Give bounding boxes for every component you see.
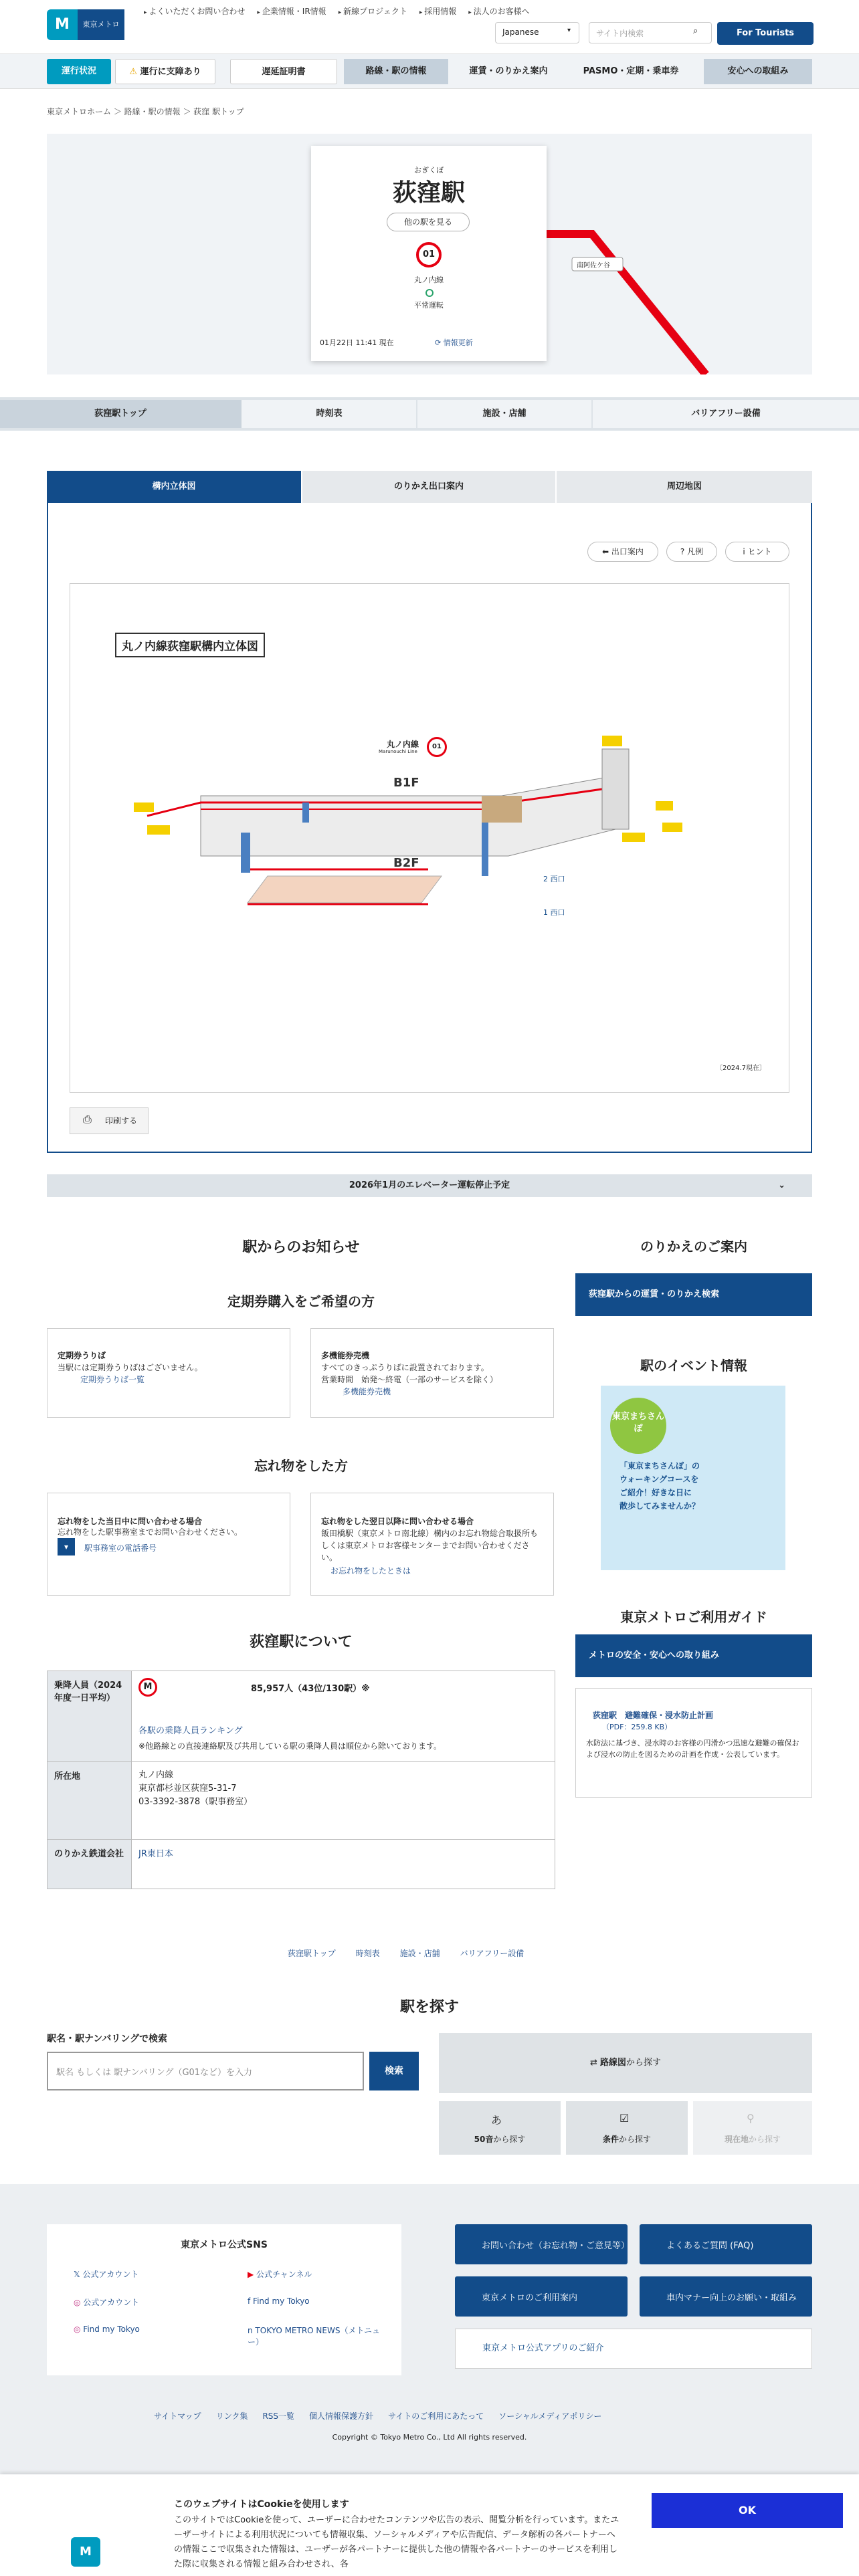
condition-search-button[interactable] (566, 2101, 688, 2155)
floor-b2: B2F (393, 856, 419, 870)
exit-guide-label: 出口案内 (611, 547, 644, 556)
table-row (47, 1762, 555, 1840)
footer-link[interactable]: サイトのご利用にあたって (388, 2411, 484, 2421)
elevator-label: 2026年1月のエレベーター運転停止予定 (349, 1180, 510, 1190)
search-icon[interactable]: ⌕ (693, 26, 698, 36)
about-row-1-body (132, 1671, 555, 1762)
chevron-down-icon: ⌄ (778, 1180, 785, 1190)
line-name[interactable]: 丸ノ内線 (414, 276, 444, 284)
tab-3d-map[interactable]: 構内立体図 (47, 471, 301, 503)
about-row-3-head: のりかえ鉄道会社 (47, 1840, 132, 1889)
banner-text (619, 1459, 700, 1513)
station-search-button[interactable]: 検索 (369, 2052, 419, 2090)
ridership-ranking-link[interactable]: 各駅の乗降人員ランキング (138, 1726, 243, 1736)
print-button[interactable] (70, 1107, 149, 1134)
lost-card-2-title: 忘れ物をした翌日以降に問い合わせる場合 (321, 1517, 474, 1526)
sns-youtube[interactable] (248, 2268, 312, 2280)
hint-label: ヒント (747, 547, 772, 556)
breadcrumb[interactable]: 東京メトロホーム ＞ 路線・駅の情報 ＞ 荻窪 駅トップ (47, 107, 244, 116)
footer-link[interactable]: RSS一覧 (262, 2411, 295, 2421)
footer-link[interactable]: リンク集 (215, 2411, 248, 2421)
lost-card-1 (47, 1493, 290, 1596)
operation-status: 平常運転 (414, 301, 444, 310)
top-links (144, 5, 530, 17)
teiki-card-1 (47, 1328, 290, 1418)
footer-guide-button[interactable]: 東京メトロのご利用案内 (455, 2276, 628, 2317)
instagram-icon: ◎ (74, 2325, 84, 2334)
teiki-card-1-link[interactable]: 定期券うりば一覧 (80, 1375, 145, 1384)
nav-safety[interactable]: 安心への取組み (704, 59, 812, 84)
route-map-button[interactable] (439, 2033, 812, 2093)
about-table (47, 1671, 555, 1889)
metro-logo-icon[interactable]: M (47, 9, 78, 40)
station-search-input[interactable]: 駅名 もしくは 駅ナンバリング（G01など）を入力 (47, 2052, 364, 2090)
cookie-ok-button[interactable]: OK (652, 2493, 843, 2528)
top-link[interactable]: ▸ 法人のお客様へ (468, 5, 529, 17)
notice-title: 駅からのお知らせ (242, 1239, 360, 1256)
lost-card-2-body: 飯田橋駅（東京メトロ南北線）構内のお忘れ物総合取扱所もしくは東京メトロお客様センターまでお問い合わせください。 (321, 1529, 539, 1562)
sns-label: Find my Tokyo (83, 2325, 140, 2334)
footer-link[interactable]: ソーシャルメディアポリシー (498, 2411, 602, 2421)
sns-instagram[interactable] (74, 2296, 139, 2308)
find-title: 駅を探す (399, 1999, 459, 2016)
footer-app-button[interactable]: 東京メトロ公式アプリのご紹介 (455, 2329, 812, 2369)
footer-contact-button[interactable]: お問い合わせ（お忘れ物・ご意見等） (455, 2224, 628, 2264)
chevron-down-icon[interactable]: ▾ (58, 1538, 75, 1555)
sns-label: TOKYO METRO NEWS（メトニュー） (248, 2326, 380, 2347)
hint-button[interactable] (725, 542, 789, 562)
lost-card-1-body: 忘れ物をした駅事務室までお問い合わせください。 (58, 1527, 243, 1537)
nav-disruption[interactable] (115, 59, 215, 84)
banner-line: 散歩してみませんか？ (619, 1501, 700, 1511)
legend-button[interactable] (666, 542, 717, 562)
find-label: 駅名・駅ナンバリングで検索 (47, 2034, 168, 2044)
footer-faq-button[interactable]: よくあるご質問 (FAQ) (640, 2224, 812, 2264)
footer-link[interactable]: 個人情報保護方針 (309, 2411, 374, 2421)
sound-suffix: から探す (493, 2135, 526, 2144)
map-exit-2[interactable]: 2 西口 (543, 875, 565, 883)
elevator-accordion[interactable] (47, 1174, 812, 1197)
info-icon: i (743, 547, 748, 556)
lost-card-1-title: 忘れ物をした当日中に問い合わせる場合 (58, 1517, 203, 1526)
map-date: 〔2024.7現在〕 (716, 1065, 766, 1072)
sns-facebook[interactable] (248, 2296, 310, 2306)
teiki-card-2-title: 多機能券売機 (321, 1351, 370, 1360)
sound-search-button[interactable] (439, 2101, 561, 2155)
bottom-link[interactable]: バリアフリー設備 (460, 1949, 524, 1958)
check-icon: ☑ (619, 2112, 630, 2125)
map-exit-1[interactable]: 1 西口 (543, 908, 565, 917)
here-suffix: から探す (749, 2135, 781, 2144)
status-time: 01月22日 11:41 現在 (320, 338, 394, 347)
top-link[interactable]: ▸ よくいただくお問い合わせ (144, 5, 245, 17)
map-line-label-en: Marunouchi Line (379, 749, 417, 754)
bottom-link[interactable]: 荻窪駅トップ (288, 1949, 336, 1958)
cookie-title: このウェブサイトはCookieを使用します (174, 2499, 349, 2510)
address-line: 丸ノ内線 (138, 1770, 174, 1780)
top-link[interactable]: ▸ 採用情報 (419, 5, 456, 17)
nav-lines-stations[interactable]: 路線・駅の情報 (344, 59, 448, 84)
tab-exit-guide[interactable]: のりかえ出口案内 (302, 471, 555, 503)
station-name: 荻窪駅 (392, 179, 465, 207)
tab-facilities[interactable]: 施設・店舗 (417, 400, 591, 428)
plan-pdf-size: （PDF：259.8 KB） (602, 1723, 672, 1731)
site-search-input[interactable]: サイト内検索 (589, 22, 712, 43)
question-icon: ? (680, 547, 688, 556)
map-title: 丸ノ内線荻窪駅構内立体図 (115, 633, 265, 657)
sns-label: Find my Tokyo (253, 2296, 310, 2306)
bottom-links (288, 1947, 524, 1959)
address: 東京都杉並区荻窪5-31-7 (138, 1784, 237, 1794)
exit-guide-button[interactable] (587, 542, 658, 562)
copyright: Copyright © Tokyo Metro Co., Ltd All rights reserved. (332, 2433, 527, 2442)
route-suffix: から探す (626, 2058, 662, 2068)
transfer-search-button[interactable]: 荻窪駅からの運賃・のりかえ検索 (575, 1273, 812, 1316)
tab-timetable[interactable]: 時刻表 (242, 400, 416, 428)
teiki-title: 定期券購入をご希望の方 (227, 1293, 375, 1309)
bottom-link[interactable]: 時刻表 (355, 1949, 380, 1958)
safety-button[interactable]: メトロの安全・安心への取り組み (575, 1634, 812, 1677)
facebook-icon: f (248, 2296, 254, 2306)
news-icon: n (248, 2326, 256, 2335)
banner-line: ウォーキングコースを (619, 1475, 699, 1484)
nav-disruption-label: 運行に支障あり (140, 67, 201, 77)
tab-barrier-free[interactable]: バリアフリー設備 (593, 400, 859, 428)
print-label: 印刷する (105, 1116, 138, 1125)
sns-label: 公式チャンネル (256, 2270, 312, 2279)
instagram-icon: ◎ (74, 2298, 84, 2307)
language-select[interactable]: Japanese (495, 22, 579, 43)
about-row-3-body (132, 1840, 555, 1889)
marunouchi-line-icon: M (138, 1678, 157, 1697)
cookie-body: このサイトではCookieを使って、ユーザーに合わせたコンテンツや広告の表示、閲覧分析を行っています。またユーザーサイトによる利用状況についても情報収集、ソーシャルメディアや広告配信、データ解析の各パートナーへの情報ここで収集された情報は、ユーザーが各パートナーに提供した他の情報や各パートナーのサービスを利用した際に収集される情報と組み合わせされ、各 (174, 2515, 619, 2569)
location-pin-icon: ⚲ (747, 2112, 755, 2125)
exit-icon: ⬅ (602, 547, 611, 556)
footer-link[interactable]: サイトマップ (154, 2411, 201, 2421)
legend-label: 凡例 (687, 547, 704, 556)
sns-title: 東京メトロ公式SNS (181, 2240, 268, 2250)
kana-icon: あ (491, 2114, 502, 2127)
table-row (47, 1840, 555, 1889)
transfer-company-link[interactable]: JR東日本 (138, 1849, 173, 1859)
map-station-code-icon: 01 (427, 737, 447, 757)
sns-metro-news[interactable] (248, 2325, 381, 2347)
teiki-card-1-body: 当駅には定期券うりばはございません。 (58, 1363, 203, 1372)
sns-x[interactable] (74, 2268, 138, 2280)
nav-operation-status[interactable]: 運行状況 (47, 59, 111, 84)
metro-logo-icon: M (71, 2537, 100, 2567)
ridership-value: 85,957人（43位/130駅）※ (251, 1683, 370, 1694)
refresh-icon: ⟳ (435, 338, 444, 347)
banner-line: 「東京まちさんぽ」の (619, 1461, 700, 1471)
map-station-label[interactable]: 南阿佐ケ谷 (577, 262, 610, 270)
floor-b1: B1F (393, 776, 419, 790)
sns-label: 公式アカウント (83, 2298, 140, 2307)
lost-card-1-link[interactable]: 駅事務室の電話番号 (84, 1543, 157, 1553)
teiki-card-1-title: 定期券うりば (58, 1351, 106, 1360)
chevron-down-icon: ▾ (567, 27, 571, 34)
nav-fares[interactable]: 運賃・のりかえ案内 (469, 66, 548, 76)
bottom-link[interactable]: 施設・店舗 (399, 1949, 440, 1958)
sns-instagram-2[interactable] (74, 2325, 140, 2334)
banner-line: ご紹介！好きな日に (619, 1488, 692, 1497)
guide-title: 東京メトロご利用ガイド (620, 1609, 767, 1625)
sound-label: 50音 (474, 2135, 494, 2144)
route-icon: ⇄ (589, 2058, 600, 2068)
lost-title: 忘れ物をした方 (254, 1458, 348, 1474)
about-row-2-body (132, 1762, 555, 1840)
map-line-label: 丸ノ内線 (387, 740, 419, 749)
for-tourists-button[interactable]: For Tourists (717, 22, 814, 45)
ridership-note: ※他路線との直接連絡駅及び共用している駅の乗降人員は順位から除いております。 (138, 1741, 442, 1751)
nav-pasmo[interactable]: PASMO・定期・乗車券 (583, 66, 679, 76)
station-ruby: おぎくぼ (414, 166, 444, 175)
youtube-icon: ▶ (248, 2270, 257, 2279)
station-code-badge: 01 (416, 242, 442, 267)
teiki-card-2-link[interactable]: 多機能券売機 (343, 1387, 391, 1396)
transfer-title: のりかえのご案内 (640, 1239, 747, 1255)
tab-station-top[interactable]: 荻窪駅トップ (0, 400, 241, 428)
teiki-card-2 (310, 1328, 554, 1418)
status-ok-icon (425, 289, 434, 297)
location-search-button[interactable] (693, 2101, 812, 2155)
phone: 03-3392-3878（駅事務室） (138, 1797, 253, 1807)
tab-area-map[interactable]: 周辺地図 (557, 471, 812, 503)
warning-icon: ⚠ (129, 67, 140, 77)
logo-text[interactable]: 東京メトロ (78, 9, 124, 40)
about-row-1-head: 乗降人員（2024年度一日平均） (47, 1671, 132, 1762)
about-title: 荻窪駅について (250, 1634, 353, 1650)
x-icon: 𝕏 (74, 2270, 83, 2279)
print-icon: ⎙ (83, 1113, 92, 1125)
other-station-button[interactable]: 他の駅を見る (387, 213, 470, 231)
cond-label: 条件 (602, 2135, 619, 2144)
top-link[interactable]: ▸ 企業情報・IR情報 (257, 5, 326, 17)
refresh-button[interactable] (435, 337, 473, 348)
footer-links (154, 2410, 601, 2422)
plan-body: 水防法に基づき、浸水時のお客様の円滑かつ迅速な避難の確保および浸水の防止を図るための計画を作成・公表しています。 (586, 1739, 799, 1759)
route-label: 路線図 (600, 2058, 627, 2068)
about-row-2-head: 所在地 (47, 1762, 132, 1840)
nav-delay-certificate[interactable]: 遅延証明書 (230, 59, 337, 84)
here-label: 現在地 (724, 2135, 749, 2144)
refresh-label: 情報更新 (443, 338, 473, 347)
plan-link[interactable]: 荻窪駅 避難確保・浸水防止計画 (593, 1711, 714, 1720)
footer-manners-button[interactable]: 車内マナー向上のお願い・取組み (640, 2276, 812, 2317)
route-map-line (545, 221, 733, 374)
sns-label: 公式アカウント (82, 2270, 139, 2279)
top-link[interactable]: ▸ 新線プロジェクト (339, 5, 407, 17)
lost-card-2-link[interactable]: お忘れ物をしたときは (330, 1566, 411, 1576)
teiki-card-2-body: すべてのきっぷうりばに設置されております。 (321, 1363, 489, 1372)
teiki-card-2-hours: 営業時間 始発〜終電（一部のサービスを除く） (321, 1375, 498, 1384)
event-title: 駅のイベント情報 (640, 1358, 747, 1374)
cond-suffix: から探す (619, 2135, 652, 2144)
table-row (47, 1671, 555, 1762)
banner-logo: 東京まちさんぽ (610, 1398, 666, 1454)
